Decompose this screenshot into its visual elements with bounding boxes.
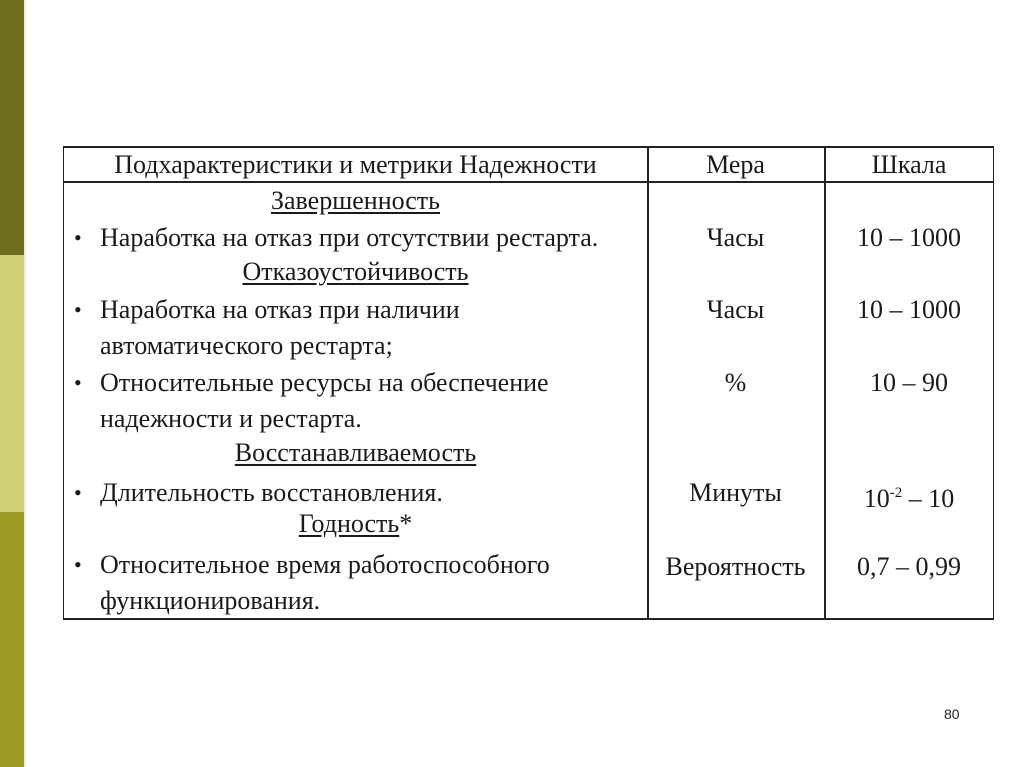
metric-mtbf-auto-restart-line2: автоматического рестарта; (100, 331, 393, 360)
subheading-recoverability: Восстанавливаемость (234, 438, 477, 467)
reliability-metrics-table (63, 146, 994, 620)
scale-mtbf-auto-restart: 10 – 1000 (857, 295, 961, 324)
scale-mtbf-no-restart: 10 – 1000 (857, 223, 961, 252)
side-bar-segment-light (0, 255, 24, 512)
page-number: 80 (944, 706, 960, 722)
side-bar-segment-dark (0, 0, 24, 255)
metric-mtbf-no-restart: Наработка на отказ при отсутствии рестарта. (100, 223, 599, 252)
scale-rest: – 10 (902, 484, 955, 513)
subheading-fault-tolerance: Отказоустойчивость (242, 257, 469, 286)
decorative-side-bar (0, 0, 24, 767)
subheading-availability-label: Годность (298, 509, 400, 538)
measure-uptime: Вероятность (665, 552, 806, 581)
scale-exponent: -2 (889, 485, 903, 501)
metric-uptime-line2: функционирования. (100, 586, 321, 615)
header-characteristic: Подхарактеристики и метрики Надежности (114, 150, 597, 179)
header-measure: Мера (706, 150, 765, 179)
side-divider-line (24, 0, 26, 767)
subheading-completeness: Завершенность (270, 186, 441, 215)
availability-footnote-mark: * (399, 509, 413, 538)
metric-mtbf-auto-restart-line1: Наработка на отказ при наличии (100, 295, 460, 324)
scale-base: 10 (863, 484, 890, 513)
measure-relative-resources: % (724, 368, 747, 397)
measure-mtbf-auto-restart: Часы (706, 295, 765, 324)
metric-uptime-line1: Относительное время работоспособного (100, 550, 550, 579)
metric-relative-resources-line1: Относительные ресурсы на обеспечение (100, 368, 549, 397)
header-divider (64, 181, 993, 183)
header-scale: Шкала (871, 150, 947, 179)
bullet-mark: • (74, 552, 82, 577)
bullet-mark: • (74, 370, 82, 395)
bullet-mark: • (74, 225, 82, 250)
bullet-mark: • (74, 297, 82, 322)
subheading-availability (64, 509, 647, 539)
metric-recovery-duration: Длительность восстановления. (100, 478, 443, 507)
metric-relative-resources-line2: надежности и рестарта. (100, 404, 362, 433)
scale-relative-resources: 10 – 90 (870, 368, 948, 397)
measure-mtbf-no-restart: Часы (706, 223, 765, 252)
scale-uptime: 0,7 – 0,99 (857, 552, 961, 581)
bullet-mark: • (74, 480, 82, 505)
scale-recovery-duration (824, 478, 994, 514)
measure-recovery-duration: Минуты (689, 478, 782, 507)
side-bar-segment-mid (0, 512, 24, 767)
